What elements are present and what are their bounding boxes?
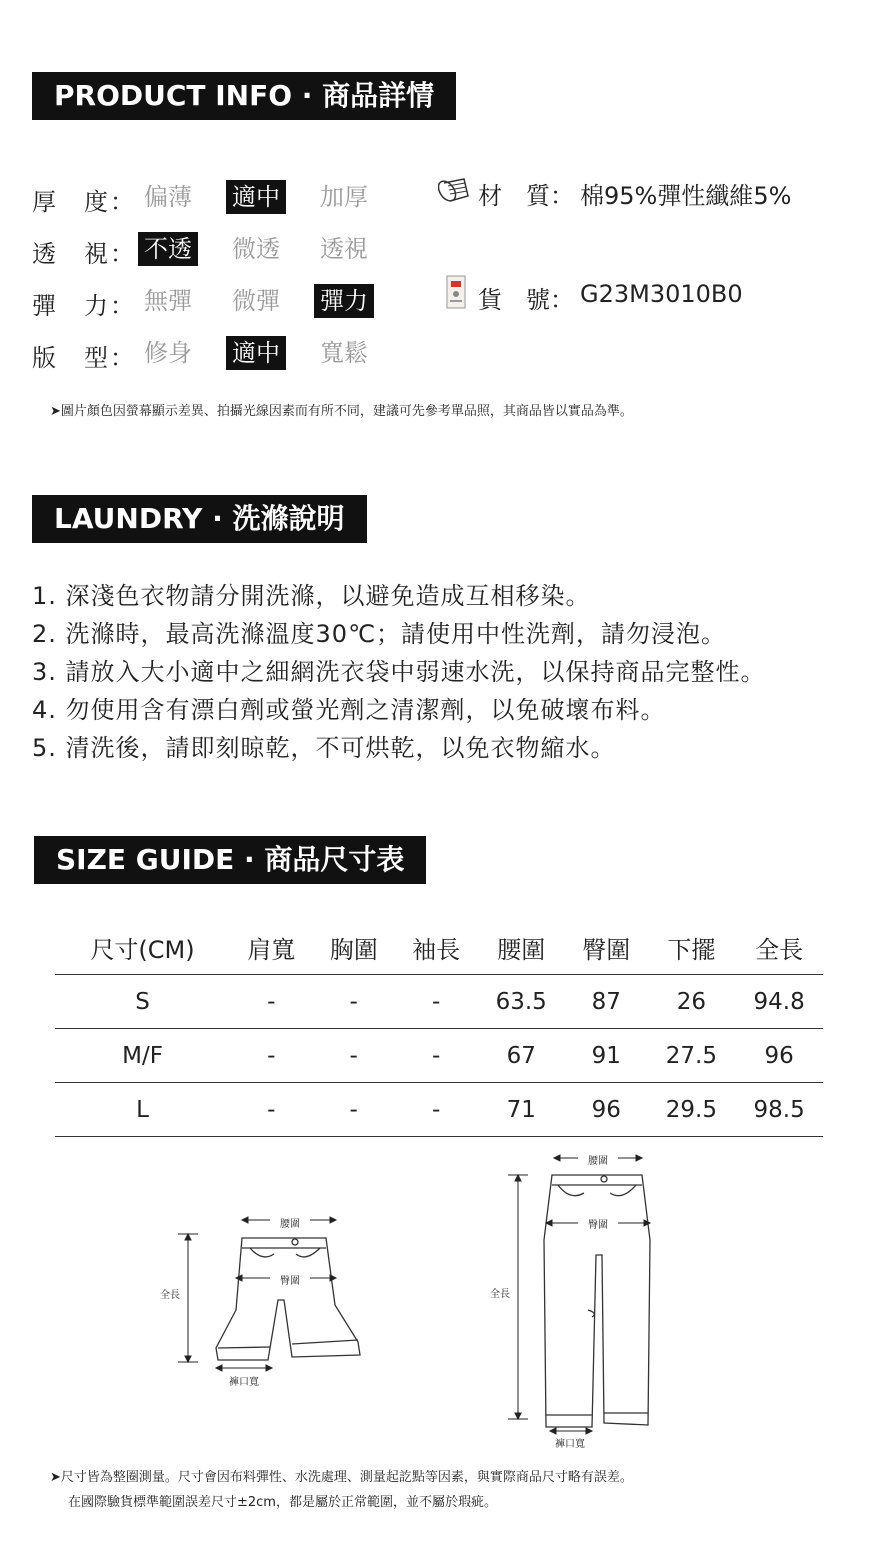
laundry-item: 4. 勿使用含有漂白劑或螢光劑之清潔劑，以免破壞布料。	[32, 696, 666, 724]
attribute-option-selected: 不透	[138, 232, 198, 266]
size-header-cell: 全長	[755, 935, 804, 964]
size-cell: S	[55, 975, 230, 1029]
tag-icon	[444, 274, 470, 310]
size-cell: 98.5	[735, 1083, 823, 1137]
attribute-label: 彈 力：	[32, 292, 136, 320]
attribute-label: 版 型：	[32, 344, 136, 372]
size-header-cell: 肩寬	[247, 935, 296, 964]
shorts-hip-label: 臀圍	[280, 1276, 300, 1287]
attribute-option: 修身	[144, 339, 192, 367]
size-cell: -	[230, 1029, 312, 1083]
size-header-cell: 尺寸(CM)	[90, 935, 195, 964]
product-note: ➤圖片顏色因螢幕顯示差異、拍攝光線因素而有所不同，建議可先參考單品照，其商品皆以實品為準。	[50, 404, 633, 419]
size-cell: -	[313, 975, 395, 1029]
size-note-1: ➤尺寸皆為整圈測量。尺寸會因布料彈性、水洗處理、測量起訖點等因素，與實際商品尺寸略有誤差。	[50, 1470, 633, 1485]
size-header-cell: 袖長	[412, 935, 461, 964]
pants-diagram	[480, 1145, 680, 1455]
laundry-item: 1. 深淺色衣物請分開洗滌，以避免造成互相移染。	[32, 582, 591, 610]
size-table	[55, 920, 823, 1137]
size-cell: 26	[648, 975, 736, 1029]
fabric-roll-icon	[438, 176, 472, 206]
size-cell: 71	[477, 1083, 565, 1137]
attribute-option-selected: 適中	[226, 336, 286, 370]
shorts-waist-label: 腰圍	[280, 1219, 300, 1230]
size-cell: -	[313, 1083, 395, 1137]
size-cell: -	[230, 975, 312, 1029]
size-cell: -	[395, 975, 477, 1029]
size-cell: 29.5	[648, 1083, 736, 1137]
pants-hip-label: 臀圍	[588, 1220, 608, 1231]
size-row	[55, 1029, 823, 1083]
shorts-hem-label: 褲口寬	[229, 1377, 259, 1388]
size-header-cell: 胸圍	[329, 935, 378, 964]
size-cell: 94.8	[735, 975, 823, 1029]
pants-length-label: 全長	[490, 1289, 510, 1300]
laundry-title: LAUNDRY · 洗滌說明	[32, 495, 367, 543]
attribute-label: 透 視：	[32, 240, 136, 268]
attribute-option-selected: 彈力	[314, 284, 374, 318]
size-cell: 87	[565, 975, 647, 1029]
size-cell: M/F	[55, 1029, 230, 1083]
attribute-option: 微透	[232, 235, 280, 263]
attribute-label: 厚 度：	[32, 188, 136, 216]
attribute-option: 無彈	[144, 287, 192, 315]
size-cell: 63.5	[477, 975, 565, 1029]
size-cell: -	[395, 1083, 477, 1137]
laundry-item: 2. 洗滌時，最高洗滌溫度30℃；請使用中性洗劑，請勿浸泡。	[32, 620, 727, 648]
size-cell: 91	[565, 1029, 647, 1083]
size-header-cell: 下擺	[667, 935, 716, 964]
laundry-item: 3. 請放入大小適中之細網洗衣袋中弱速水洗，以保持商品完整性。	[32, 658, 766, 686]
size-row	[55, 975, 823, 1029]
attribute-option-selected: 適中	[226, 180, 286, 214]
size-cell: 67	[477, 1029, 565, 1083]
size-guide-title: SIZE GUIDE · 商品尺寸表	[34, 836, 426, 884]
shorts-diagram	[150, 1210, 380, 1400]
shorts-length-label: 全長	[160, 1290, 180, 1301]
size-header-cell: 臀圍	[582, 935, 631, 964]
size-table-header	[55, 920, 823, 975]
sku-label: 貨 號：	[478, 286, 574, 314]
attribute-option: 微彈	[232, 287, 280, 315]
attribute-option: 寬鬆	[320, 339, 368, 367]
pants-hem-label: 褲口寬	[555, 1439, 585, 1450]
size-cell: L	[55, 1083, 230, 1137]
material-value: 棉95%彈性纖維5%	[580, 182, 792, 210]
size-row	[55, 1083, 823, 1137]
size-header-cell: 腰圍	[497, 935, 546, 964]
size-cell: -	[230, 1083, 312, 1137]
attribute-option: 偏薄	[144, 183, 192, 211]
laundry-item: 5. 清洗後，請即刻晾乾，不可烘乾，以免衣物縮水。	[32, 734, 616, 762]
pants-waist-label: 腰圍	[588, 1156, 608, 1167]
size-note-2: 在國際驗貨標準範圍誤差尺寸±2cm，都是屬於正常範圍，並不屬於瑕疵。	[68, 1495, 497, 1510]
sku-value: G23M3010B0	[580, 280, 743, 308]
size-cell: -	[313, 1029, 395, 1083]
size-cell: 96	[735, 1029, 823, 1083]
attribute-option: 透視	[320, 235, 368, 263]
size-cell: 27.5	[648, 1029, 736, 1083]
product-info-title: PRODUCT INFO · 商品詳情	[32, 72, 456, 120]
size-cell: 96	[565, 1083, 647, 1137]
material-label: 材 質：	[478, 182, 574, 210]
attribute-option: 加厚	[320, 183, 368, 211]
size-cell: -	[395, 1029, 477, 1083]
